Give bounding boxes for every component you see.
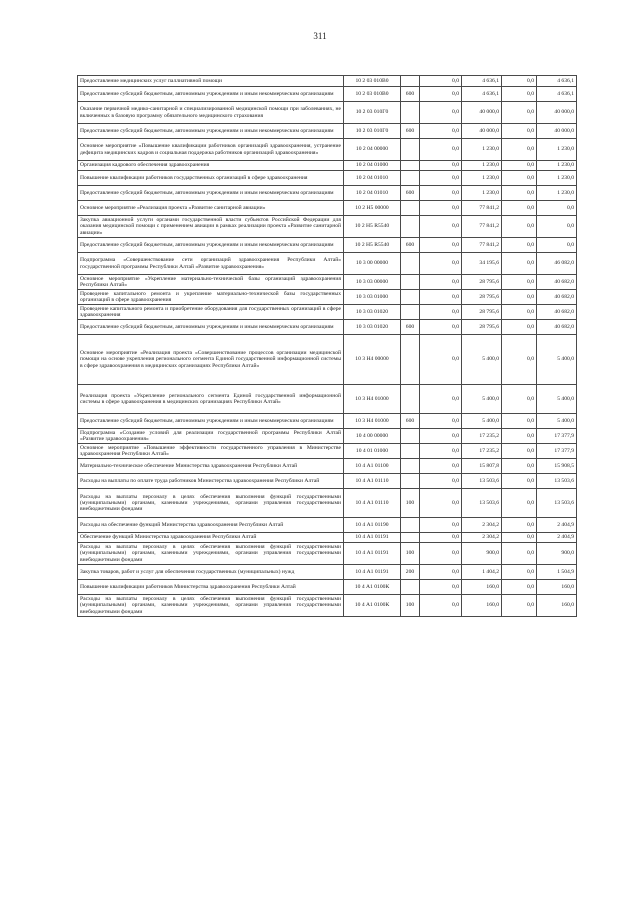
cell-expense-type: [401, 305, 420, 320]
cell-description: Основное мероприятие «Укрепление материально-технической базы организаций здравоохранения Республики Алтай»: [78, 275, 344, 290]
cell-target-code: 10 2 04 00000: [344, 139, 401, 161]
cell-amount-2: 2 304,2: [462, 518, 502, 533]
cell-amount-1: 0,0: [420, 335, 462, 385]
cell-amount-3: 0,0: [502, 543, 537, 565]
cell-target-code: 10 4 А1 01110: [344, 489, 401, 518]
cell-description: Предоставление субсидий бюджетным, автономным учреждениям и иным некоммерческим организациям: [78, 124, 344, 139]
cell-amount-4: 40 682,0: [537, 275, 577, 290]
cell-amount-3: 0,0: [502, 335, 537, 385]
table-row: [78, 533, 577, 543]
cell-amount-2: 160,0: [462, 580, 502, 595]
cell-description: Организация кадрового обеспечения здравоохранения: [78, 161, 344, 171]
cell-expense-type: [401, 444, 420, 459]
cell-amount-2: 13 503,6: [462, 489, 502, 518]
cell-amount-2: 15 807,8: [462, 459, 502, 474]
cell-description: Закупка авиационной услуги органами государственной власти субъектов Российской Федерации для оказания медицинской помощи с применением авиации в рамках реализации проекта «Развитие санитарной авиации»: [78, 216, 344, 238]
cell-amount-4: 17 377,9: [537, 444, 577, 459]
cell-amount-4: 1 230,0: [537, 139, 577, 161]
cell-amount-4: 40 682,0: [537, 320, 577, 335]
cell-amount-1: 0,0: [420, 320, 462, 335]
cell-expense-type: [401, 518, 420, 533]
table-row: [78, 489, 577, 518]
cell-description: Проведение капитального ремонта и приобретение оборудования для государственных организаций в сфере здравоохранения: [78, 305, 344, 320]
cell-description: Расходы на выплаты персоналу в целях обеспечения выполнения функций государственными (муниципальными) органами, казенными учреждениями, органами управления государственными внебюджетными фондами: [78, 489, 344, 518]
cell-amount-4: 0,0: [537, 216, 577, 238]
cell-amount-1: 0,0: [420, 429, 462, 444]
cell-amount-2: 17 235,2: [462, 444, 502, 459]
cell-expense-type: [401, 76, 420, 87]
cell-target-code: 10 4 А1 01191: [344, 543, 401, 565]
cell-amount-1: 0,0: [420, 533, 462, 543]
cell-target-code: 10 4 А1 01191: [344, 533, 401, 543]
cell-amount-4: 40 000,0: [537, 124, 577, 139]
table-row: [78, 124, 577, 139]
table-row: [78, 429, 577, 444]
cell-amount-3: 0,0: [502, 275, 537, 290]
cell-amount-3: 0,0: [502, 305, 537, 320]
cell-expense-type: [401, 580, 420, 595]
table-row: [78, 201, 577, 216]
cell-target-code: 10 3 03 01020: [344, 320, 401, 335]
cell-amount-1: 0,0: [420, 474, 462, 489]
table-row: [78, 186, 577, 201]
cell-description: Расходы на выплаты персоналу в целях обеспечения выполнения функций государственными (муниципальными) органами, казенными учреждениями, органами управления государственными внебюджетными фондами: [78, 543, 344, 565]
cell-amount-2: 5 400,0: [462, 414, 502, 429]
cell-amount-4: 46 082,0: [537, 253, 577, 275]
cell-amount-4: 15 908,5: [537, 459, 577, 474]
cell-amount-4: 1 504,9: [537, 565, 577, 580]
cell-amount-2: 13 503,6: [462, 474, 502, 489]
cell-amount-3: 0,0: [502, 444, 537, 459]
cell-amount-3: 0,0: [502, 171, 537, 186]
cell-expense-type: [401, 216, 420, 238]
cell-amount-1: 0,0: [420, 489, 462, 518]
cell-expense-type: [401, 335, 420, 385]
cell-expense-type: [401, 429, 420, 444]
cell-description: Предоставление субсидий бюджетным, автономным учреждениям и иным некоммерческим организациям: [78, 186, 344, 201]
cell-target-code: 10 2 03 010В0: [344, 87, 401, 102]
cell-amount-3: 0,0: [502, 161, 537, 171]
table-row: [78, 76, 577, 87]
cell-amount-2: 34 195,6: [462, 253, 502, 275]
cell-amount-3: 0,0: [502, 518, 537, 533]
cell-amount-2: 77 841,2: [462, 238, 502, 253]
cell-amount-4: 5 400,0: [537, 414, 577, 429]
cell-description: Предоставление субсидий бюджетным, автономным учреждениям и иным некоммерческим организациям: [78, 238, 344, 253]
cell-amount-1: 0,0: [420, 87, 462, 102]
cell-target-code: 10 4 А1 01191: [344, 565, 401, 580]
cell-description: Основное мероприятие «Реализация проекта «Совершенствование процессов организации медицинской помощи на основе укрепления регионального сегмента Единой государственной информационной системы в сфере здравоохранения в медицинских организациях Республики Алтай»: [78, 335, 344, 385]
cell-target-code: 10 3 00 00000: [344, 253, 401, 275]
cell-amount-3: 0,0: [502, 533, 537, 543]
cell-expense-type: [401, 385, 420, 414]
cell-amount-3: 0,0: [502, 290, 537, 305]
cell-amount-1: 0,0: [420, 580, 462, 595]
table-row: [78, 518, 577, 533]
cell-expense-type: [401, 290, 420, 305]
cell-amount-1: 0,0: [420, 290, 462, 305]
cell-amount-3: 0,0: [502, 474, 537, 489]
cell-amount-2: 28 795,6: [462, 275, 502, 290]
table-row: [78, 253, 577, 275]
cell-amount-4: 0,0: [537, 201, 577, 216]
cell-target-code: 10 2 Н5 00000: [344, 201, 401, 216]
cell-target-code: 10 3 03 01020: [344, 305, 401, 320]
table-row: [78, 238, 577, 253]
table-row: [78, 161, 577, 171]
table-row: [78, 543, 577, 565]
cell-amount-3: 0,0: [502, 489, 537, 518]
cell-description: Предоставление медицинских услуг паллиативной помощи: [78, 76, 344, 87]
cell-amount-2: 17 235,2: [462, 429, 502, 444]
cell-amount-2: 1 230,0: [462, 161, 502, 171]
cell-amount-4: 2 404,9: [537, 518, 577, 533]
cell-amount-3: 0,0: [502, 429, 537, 444]
cell-target-code: 10 3 Н4 00000: [344, 335, 401, 385]
cell-expense-type: [401, 459, 420, 474]
cell-amount-4: 40 000,0: [537, 102, 577, 124]
cell-expense-type: [401, 102, 420, 124]
table-row: [78, 216, 577, 238]
cell-target-code: 10 3 03 00000: [344, 275, 401, 290]
cell-amount-1: 0,0: [420, 216, 462, 238]
table-row: [78, 474, 577, 489]
cell-expense-type: [401, 275, 420, 290]
cell-description: Закупка товаров, работ и услуг для обеспечения государственных (муниципальных) нужд: [78, 565, 344, 580]
table-row: [78, 444, 577, 459]
cell-amount-2: 1 230,0: [462, 139, 502, 161]
cell-amount-1: 0,0: [420, 459, 462, 474]
cell-expense-type: [401, 201, 420, 216]
cell-amount-2: 5 400,0: [462, 335, 502, 385]
cell-amount-1: 0,0: [420, 543, 462, 565]
cell-amount-1: 0,0: [420, 238, 462, 253]
cell-target-code: 10 2 04 01010: [344, 186, 401, 201]
cell-amount-1: 0,0: [420, 565, 462, 580]
cell-target-code: 10 4 А1 01190: [344, 518, 401, 533]
cell-amount-1: 0,0: [420, 414, 462, 429]
table-row: [78, 320, 577, 335]
cell-expense-type: [401, 161, 420, 171]
table-row: [78, 171, 577, 186]
cell-amount-4: 17 377,9: [537, 429, 577, 444]
cell-description: Повышение квалификации работников государственных организаций в сфере здравоохранения: [78, 171, 344, 186]
table-row: [78, 102, 577, 124]
table-row: [78, 139, 577, 161]
cell-target-code: 10 2 03 010Г0: [344, 124, 401, 139]
cell-amount-1: 0,0: [420, 171, 462, 186]
cell-amount-2: 40 000,0: [462, 102, 502, 124]
table-row: [78, 305, 577, 320]
cell-description: Предоставление субсидий бюджетным, автономным учреждениям и иным некоммерческим организациям: [78, 320, 344, 335]
cell-amount-4: 13 503,6: [537, 474, 577, 489]
cell-amount-1: 0,0: [420, 124, 462, 139]
cell-expense-type: [401, 139, 420, 161]
cell-amount-3: 0,0: [502, 76, 537, 87]
cell-amount-1: 0,0: [420, 253, 462, 275]
cell-target-code: 10 4 А1 01100: [344, 459, 401, 474]
table-row: [78, 275, 577, 290]
cell-amount-3: 0,0: [502, 216, 537, 238]
cell-amount-2: 28 795,6: [462, 320, 502, 335]
cell-amount-1: 0,0: [420, 102, 462, 124]
cell-description: Материально-техническое обеспечение Министерства здравоохранения Республики Алтай: [78, 459, 344, 474]
cell-expense-type: 600: [401, 124, 420, 139]
cell-amount-1: 0,0: [420, 161, 462, 171]
cell-amount-4: 40 682,0: [537, 305, 577, 320]
cell-expense-type: 100: [401, 543, 420, 565]
cell-amount-1: 0,0: [420, 76, 462, 87]
cell-amount-4: 1 230,0: [537, 171, 577, 186]
cell-description: Предоставление субсидий бюджетным, автономным учреждениям и иным некоммерческим организациям: [78, 414, 344, 429]
cell-target-code: 10 2 Н5 R5540: [344, 238, 401, 253]
table-row: [78, 385, 577, 414]
cell-description: Оказание первичной медико-санитарной и специализированной медицинской помощи при заболеваниях, не включенных в базовую программу обязательного медицинского страхования: [78, 102, 344, 124]
cell-target-code: 10 2 Н5 R5540: [344, 216, 401, 238]
cell-description: Подпрограмма «Совершенствование сети организаций здравоохранения Республики Алтай» государственной программы Республики Алтай «Развитие здравоохранения»: [78, 253, 344, 275]
table-row: [78, 414, 577, 429]
cell-description: Предоставление субсидий бюджетным, автономным учреждениям и иным некоммерческим организациям: [78, 87, 344, 102]
cell-amount-1: 0,0: [420, 595, 462, 617]
cell-amount-1: 0,0: [420, 385, 462, 414]
cell-amount-4: 160,0: [537, 595, 577, 617]
cell-amount-2: 1 404,2: [462, 565, 502, 580]
cell-target-code: 10 4 А1 0100К: [344, 595, 401, 617]
table-row: [78, 335, 577, 385]
cell-amount-3: 0,0: [502, 580, 537, 595]
cell-amount-4: 4 636,1: [537, 76, 577, 87]
cell-amount-2: 28 795,6: [462, 305, 502, 320]
cell-amount-4: 0,0: [537, 238, 577, 253]
cell-target-code: 10 2 04 01010: [344, 171, 401, 186]
cell-expense-type: [401, 533, 420, 543]
cell-amount-1: 0,0: [420, 518, 462, 533]
cell-amount-3: 0,0: [502, 253, 537, 275]
cell-expense-type: 600: [401, 238, 420, 253]
cell-target-code: 10 4 01 01000: [344, 444, 401, 459]
table-row: [78, 290, 577, 305]
cell-description: Расходы на выплаты по оплате труда работников Министерства здравоохранения Республики Алтай: [78, 474, 344, 489]
cell-target-code: 10 2 04 01000: [344, 161, 401, 171]
cell-amount-2: 4 636,1: [462, 76, 502, 87]
cell-target-code: 10 2 03 010Г0: [344, 102, 401, 124]
table-body: [78, 76, 577, 617]
cell-amount-4: 2 404,9: [537, 533, 577, 543]
cell-description: Основное мероприятие «Повышение эффективности государственного управления в Министерстве здравоохранения Республики Алтай»: [78, 444, 344, 459]
cell-amount-3: 0,0: [502, 414, 537, 429]
cell-amount-3: 0,0: [502, 201, 537, 216]
cell-description: Реализация проекта «Укрепление регионального сегмента Единой государственной информационной системы в сфере здравоохранения в медицинских организациях Республики Алтай»: [78, 385, 344, 414]
cell-description: Повышение квалификации работников Министерства здравоохранения Республики Алтай: [78, 580, 344, 595]
cell-description: Расходы на выплаты персоналу в целях обеспечения выполнения функций государственными (муниципальными) органами, казенными учреждениями, органами управления государственными внебюджетными фондами: [78, 595, 344, 617]
table-row: [78, 580, 577, 595]
table-row: [78, 459, 577, 474]
cell-description: Основное мероприятие «Повышение квалификации работников организаций здравоохранения, устранение дефицита медицинских кадров и социальная поддержка работников организаций здравоохранения»: [78, 139, 344, 161]
cell-amount-2: 77 841,2: [462, 216, 502, 238]
cell-expense-type: 100: [401, 595, 420, 617]
table-row: [78, 565, 577, 580]
cell-amount-3: 0,0: [502, 139, 537, 161]
cell-amount-3: 0,0: [502, 238, 537, 253]
cell-amount-3: 0,0: [502, 565, 537, 580]
cell-amount-3: 0,0: [502, 102, 537, 124]
cell-amount-3: 0,0: [502, 459, 537, 474]
cell-expense-type: 600: [401, 320, 420, 335]
cell-target-code: 10 2 03 010В0: [344, 76, 401, 87]
cell-amount-2: 40 000,0: [462, 124, 502, 139]
cell-amount-2: 900,0: [462, 543, 502, 565]
cell-amount-3: 0,0: [502, 385, 537, 414]
table-row: [78, 87, 577, 102]
cell-amount-4: 160,0: [537, 580, 577, 595]
cell-description: Обеспечение функций Министерства здравоохранения Республики Алтай: [78, 533, 344, 543]
cell-amount-1: 0,0: [420, 186, 462, 201]
cell-amount-4: 5 400,0: [537, 335, 577, 385]
cell-expense-type: 600: [401, 87, 420, 102]
cell-amount-2: 160,0: [462, 595, 502, 617]
cell-expense-type: [401, 171, 420, 186]
cell-expense-type: 600: [401, 186, 420, 201]
cell-amount-1: 0,0: [420, 275, 462, 290]
cell-description: Расходы на обеспечение функций Министерства здравоохранения Республики Алтай: [78, 518, 344, 533]
cell-description: Проведение капитального ремонта и укрепление материально-технической базы государственных организаций в сфере здравоохранения: [78, 290, 344, 305]
page-number: 311: [313, 31, 327, 41]
cell-amount-2: 77 841,2: [462, 201, 502, 216]
cell-amount-1: 0,0: [420, 305, 462, 320]
cell-amount-4: 1 230,0: [537, 161, 577, 171]
cell-amount-3: 0,0: [502, 186, 537, 201]
cell-amount-2: 1 230,0: [462, 171, 502, 186]
cell-expense-type: [401, 253, 420, 275]
table-row: [78, 595, 577, 617]
cell-amount-3: 0,0: [502, 87, 537, 102]
cell-amount-2: 4 636,1: [462, 87, 502, 102]
cell-expense-type: 100: [401, 489, 420, 518]
cell-target-code: 10 4 А1 0100К: [344, 580, 401, 595]
cell-amount-1: 0,0: [420, 139, 462, 161]
cell-amount-1: 0,0: [420, 201, 462, 216]
cell-target-code: 10 3 Н4 01000: [344, 385, 401, 414]
cell-target-code: 10 3 Н4 01000: [344, 414, 401, 429]
cell-amount-3: 0,0: [502, 595, 537, 617]
cell-amount-2: 28 795,6: [462, 290, 502, 305]
cell-amount-4: 13 503,6: [537, 489, 577, 518]
cell-description: Основное мероприятие «Реализация проекта «Развитие санитарной авиации»: [78, 201, 344, 216]
cell-amount-4: 40 682,0: [537, 290, 577, 305]
cell-target-code: 10 4 00 00000: [344, 429, 401, 444]
cell-amount-3: 0,0: [502, 124, 537, 139]
cell-expense-type: 200: [401, 565, 420, 580]
cell-amount-4: 5 400,0: [537, 385, 577, 414]
cell-amount-3: 0,0: [502, 320, 537, 335]
cell-amount-4: 900,0: [537, 543, 577, 565]
cell-expense-type: [401, 474, 420, 489]
cell-description: Подпрограмма «Создание условий для реализации государственной программы Республики Алтай «Развитие здравоохранения»: [78, 429, 344, 444]
budget-table: [77, 75, 577, 617]
cell-target-code: 10 4 А1 01110: [344, 474, 401, 489]
cell-expense-type: 600: [401, 414, 420, 429]
cell-amount-2: 2 304,2: [462, 533, 502, 543]
cell-target-code: 10 3 03 01000: [344, 290, 401, 305]
cell-amount-4: 1 230,0: [537, 186, 577, 201]
cell-amount-2: 1 230,0: [462, 186, 502, 201]
cell-amount-1: 0,0: [420, 444, 462, 459]
cell-amount-4: 4 636,1: [537, 87, 577, 102]
cell-amount-2: 5 400,0: [462, 385, 502, 414]
